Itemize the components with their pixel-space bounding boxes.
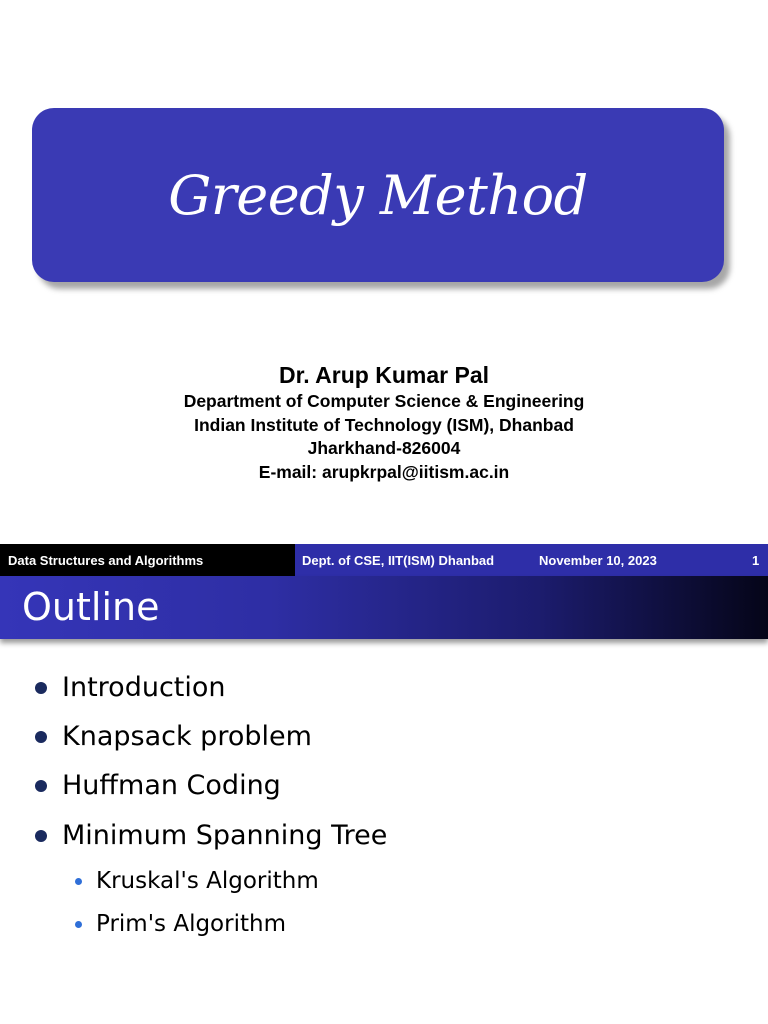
bullet-dot-icon: [35, 830, 47, 842]
list-item: [0, 820, 387, 851]
slide-footer: [0, 544, 768, 576]
outline-heading: Outline: [22, 585, 160, 629]
list-item: [0, 672, 226, 703]
list-item: [0, 770, 281, 801]
author-department: Department of Computer Science & Engineering: [183, 391, 585, 411]
sub-bullet-dot-icon: [75, 921, 82, 928]
list-item-label: Knapsack problem: [62, 721, 312, 752]
footer-course: Data Structures and Algorithms: [8, 552, 204, 568]
list-subitem-label: Prim's Algorithm: [96, 911, 286, 937]
slide-title: Greedy Method: [168, 163, 588, 227]
list-item: [0, 721, 312, 752]
author-location: Jharkhand-826004: [307, 438, 461, 458]
author-email: E-mail: arupkrpal@iitism.ac.in: [258, 461, 510, 482]
bullet-dot-icon: [35, 731, 47, 743]
author-name: Dr. Arup Kumar Pal: [278, 362, 490, 388]
list-item-label: Minimum Spanning Tree: [62, 820, 388, 851]
outline-header-bar: [0, 576, 768, 639]
author-block: [0, 360, 768, 484]
sub-bullet-dot-icon: [75, 878, 82, 885]
footer-dept: Dept. of CSE, IIT(ISM) Dhanbad: [302, 552, 495, 568]
list-subitem-label: Kruskal's Algorithm: [96, 868, 319, 894]
list-item-label: Huffman Coding: [62, 770, 281, 801]
footer-course-cell: [0, 544, 295, 576]
slide-title-box: [32, 108, 724, 282]
list-subitem: [0, 868, 319, 894]
footer-date: November 10, 2023: [539, 552, 657, 568]
author-institute: Indian Institute of Technology (ISM), Dhanbad: [194, 414, 574, 435]
list-item-label: Introduction: [62, 672, 226, 703]
bullet-dot-icon: [35, 780, 47, 792]
bullet-dot-icon: [35, 682, 47, 694]
list-subitem: [0, 911, 286, 937]
footer-info-cell: [295, 544, 768, 576]
footer-page-number: 1: [752, 552, 760, 568]
